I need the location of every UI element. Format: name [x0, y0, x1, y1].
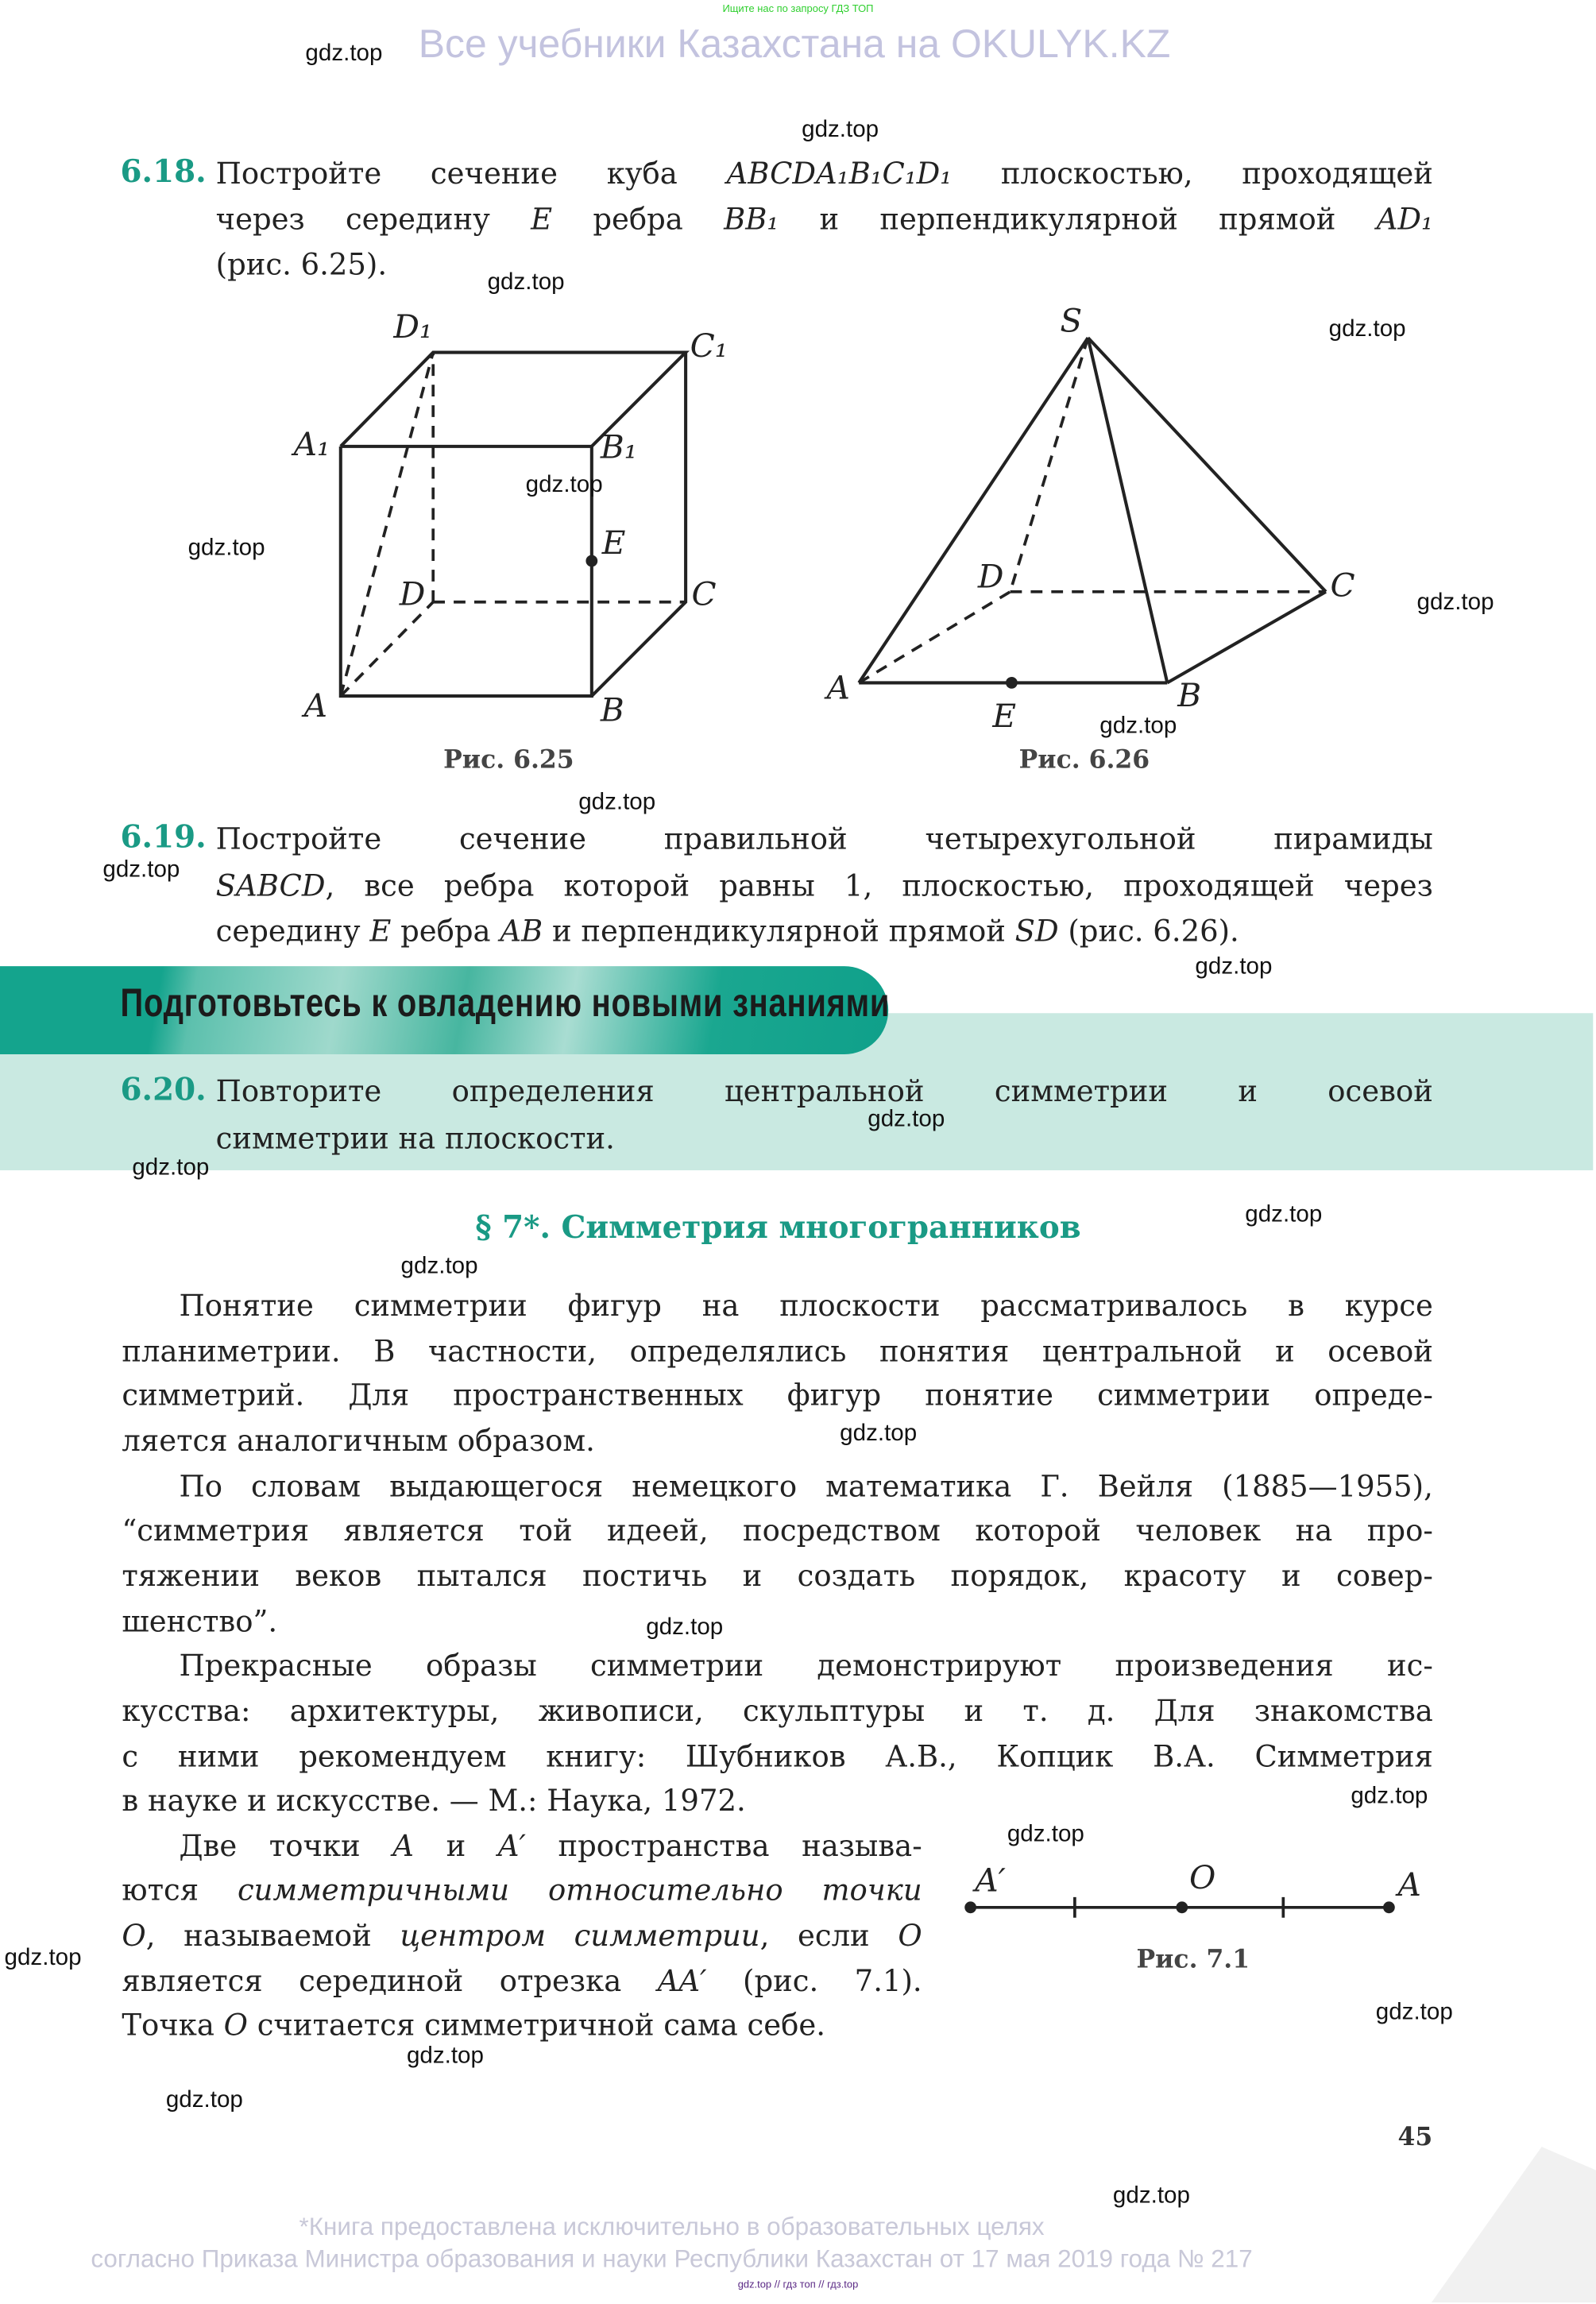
text: Повторите определения центральной симметрии и осевой: [215, 1073, 1433, 1109]
label-a: A: [1397, 1865, 1421, 1904]
text: тяжении веков пытался постичь и создать порядок, красоту и совер-: [122, 1557, 1433, 1594]
text: , если: [759, 1917, 898, 1954]
watermark-link[interactable]: gdz.top: [1007, 1822, 1084, 1848]
watermark-link[interactable]: gdz.top: [1245, 1202, 1323, 1228]
watermark-link[interactable]: gdz.top: [1416, 590, 1494, 616]
label-c: C: [1330, 566, 1355, 605]
label-c1: C₁: [690, 327, 728, 365]
problem-number: 6.18.: [120, 153, 207, 190]
text: Прекрасные образы симметрии демонстрируют произведения ис-: [179, 1648, 1433, 1684]
text: (рис. 6.26).: [1058, 913, 1239, 949]
text: и перпендикулярной прямой: [779, 201, 1377, 237]
text-line: [122, 1958, 922, 2002]
page-number: 45: [1397, 2123, 1433, 2153]
footer-links[interactable]: gdz.top // гдз топ // гдз.top: [737, 2280, 859, 2291]
text-line: [122, 1598, 1432, 1642]
site-banner-link[interactable]: Все учебники Казахстана на OKULYK.KZ: [418, 21, 1171, 67]
label-a: A: [826, 668, 850, 707]
watermark-link[interactable]: gdz.top: [487, 270, 565, 296]
watermark-link[interactable]: gdz.top: [305, 41, 383, 67]
text-line: [122, 1509, 1432, 1552]
text-line: [216, 1116, 1433, 1160]
watermark-link[interactable]: gdz.top: [102, 857, 180, 883]
text: ляется аналогичным образом.: [122, 1422, 595, 1459]
italic-text: центром симметрии: [400, 1917, 760, 1954]
text-line: [179, 1823, 922, 1867]
text: “симметрия является той идеей, посредством которой человек на про-: [122, 1513, 1433, 1548]
watermark-link[interactable]: gdz.top: [578, 790, 656, 815]
text: кусства: архитектуры, живописи, скульптуры и т. д. Для знакомства: [122, 1692, 1433, 1729]
text-line: [179, 1643, 1432, 1687]
point-e: [1006, 677, 1018, 689]
text: симметрии на плоскости.: [215, 1120, 615, 1156]
italic-text: E: [531, 201, 553, 237]
watermark-link[interactable]: gdz.top: [400, 1254, 478, 1279]
text: Постройте сечение правильной четырехугольной пирамиды: [215, 821, 1433, 856]
footer-disclaimer-1: *Книга предоставлена исключительно в образовательных целях: [299, 2213, 1045, 2241]
text-line: [122, 1553, 1432, 1597]
section-heading: § 7*. Симметрия многогранников: [475, 1208, 1081, 1246]
text: По словам выдающегося немецкого математика Г. Вейля (1885—1955),: [179, 1467, 1433, 1503]
text-line: [216, 1069, 1433, 1112]
text: шенство”.: [122, 1602, 278, 1638]
text: середину: [215, 913, 370, 949]
text-line: [179, 1283, 1432, 1327]
text: Постройте сечение куба: [215, 155, 727, 191]
italic-text: SD: [1014, 913, 1059, 949]
text-line: [122, 1374, 1432, 1417]
watermark-link[interactable]: gdz.top: [1351, 1784, 1428, 1809]
italic-text: ABCDA₁B₁C₁D₁: [726, 155, 953, 191]
watermark-link[interactable]: gdz.top: [802, 117, 879, 143]
figure-caption: Рис. 6.26: [1018, 745, 1150, 775]
watermark-link[interactable]: gdz.top: [840, 1421, 918, 1447]
text: симметрий. Для пространственных фигур понятие симметрии опреде-: [122, 1378, 1433, 1413]
figure-caption: Рис. 6.25: [443, 745, 574, 775]
segment-figure: [964, 1897, 1395, 1918]
text: ребра: [391, 913, 500, 949]
text: через середину: [215, 201, 531, 237]
label-o: O: [1189, 1858, 1216, 1896]
label-e: E: [601, 523, 626, 562]
point-e: [585, 555, 597, 567]
text: и: [413, 1827, 498, 1863]
watermark-link[interactable]: gdz.top: [4, 1945, 82, 1971]
text-line: [216, 863, 1433, 907]
text: плоскостью, проходящей: [952, 155, 1433, 191]
text: , все ребра которой равны 1, плоскостью, проходящей через: [325, 867, 1433, 903]
italic-text: A: [392, 1827, 414, 1863]
text-line: [216, 909, 1433, 953]
text: (рис. 6.25).: [215, 246, 388, 282]
problem-number: 6.19.: [120, 818, 207, 855]
italic-text: SABCD: [215, 867, 326, 903]
watermark-link[interactable]: gdz.top: [646, 1615, 724, 1641]
text: является серединой отрезка: [122, 1962, 658, 1998]
label-b1: B₁: [600, 427, 638, 466]
label-b: B: [600, 690, 624, 729]
watermark-link[interactable]: gdz.top: [187, 535, 265, 562]
text: , называемой: [145, 1917, 400, 1954]
search-note: Ищите нас по запросу ГДЗ ТОП: [722, 4, 874, 15]
text: считается симметричной сама себе.: [247, 2008, 826, 2043]
text: ются: [122, 1873, 238, 1908]
text-line: [122, 1869, 922, 1912]
text: и перпендикулярной прямой: [543, 913, 1015, 949]
prepare-banner-title: Подготовьтесь к овладению новыми знаниями: [120, 980, 891, 1026]
label-d: D: [399, 574, 426, 613]
text: (рис. 7.1).: [706, 1962, 922, 1998]
text-line: [179, 1463, 1432, 1507]
italic-text: BB₁: [724, 201, 779, 237]
text-line: [122, 2004, 922, 2047]
text-line: [122, 1688, 1432, 1732]
italic-text: E: [369, 913, 392, 949]
footer-disclaimer-2: согласно Приказа Министра образования и науки Республики Казахстан от 17 мая 2019 года № 217: [91, 2244, 1253, 2274]
watermark-link[interactable]: gdz.top: [132, 1155, 210, 1181]
figure-caption: Рис. 7.1: [1136, 1945, 1250, 1975]
label-d: D: [977, 557, 1004, 596]
text: пространства называ-: [525, 1827, 922, 1863]
label-a1: A₁: [293, 424, 330, 463]
watermark-link[interactable]: gdz.top: [1328, 317, 1406, 342]
problem-number: 6.20.: [120, 1070, 207, 1108]
italic-text: O: [898, 1917, 922, 1954]
text-line: [122, 1913, 922, 1957]
text: ребра: [552, 201, 725, 237]
italic-text: AB: [500, 913, 543, 949]
text: в науке и искусстве. — М.: Наука, 1972.: [122, 1782, 746, 1819]
watermark-link[interactable]: gdz.top: [525, 473, 603, 498]
label-c: C: [691, 574, 717, 613]
watermark-link[interactable]: gdz.top: [1195, 954, 1273, 980]
italic-text: AD₁: [1376, 201, 1433, 237]
text-line: [122, 1778, 1432, 1822]
label-a-prime: A′: [975, 1861, 1006, 1900]
pyramid-figure: [859, 338, 1326, 689]
italic-text: O: [122, 1917, 146, 1954]
watermark-link[interactable]: gdz.top: [868, 1107, 945, 1132]
italic-text: AA′: [657, 1962, 707, 1998]
text-line: [122, 1734, 1432, 1777]
watermark-link[interactable]: gdz.top: [406, 2043, 484, 2070]
text: Понятие симметрии фигур на плоскости рассматривалось в курсе: [179, 1287, 1433, 1324]
label-d1: D₁: [393, 307, 433, 346]
italic-text: симметричными относительно точки: [237, 1873, 922, 1908]
text-line: [216, 817, 1433, 860]
text-line: [122, 1328, 1432, 1372]
watermark-link[interactable]: gdz.top: [1112, 2183, 1190, 2209]
watermark-link[interactable]: gdz.top: [165, 2088, 243, 2113]
watermark-link[interactable]: gdz.top: [1099, 713, 1177, 739]
label-a: A: [303, 686, 327, 725]
text-line: [122, 1418, 1432, 1462]
label-b: B: [1177, 675, 1202, 714]
label-s: S: [1060, 301, 1083, 340]
text: с ними рекомендуем книгу: Шубников А.В., Копцик В.А. Симметрия: [122, 1738, 1433, 1773]
text: планиметрии. В частности, определялись понятия центральной и осевой: [122, 1332, 1433, 1368]
italic-text: A′: [497, 1827, 526, 1863]
italic-text: O: [223, 2008, 248, 2043]
label-e: E: [992, 696, 1017, 735]
cube-figure: [341, 353, 686, 696]
text: Точка: [122, 2008, 224, 2043]
watermark-link[interactable]: gdz.top: [1375, 2000, 1453, 2025]
text: Две точки: [179, 1827, 393, 1863]
